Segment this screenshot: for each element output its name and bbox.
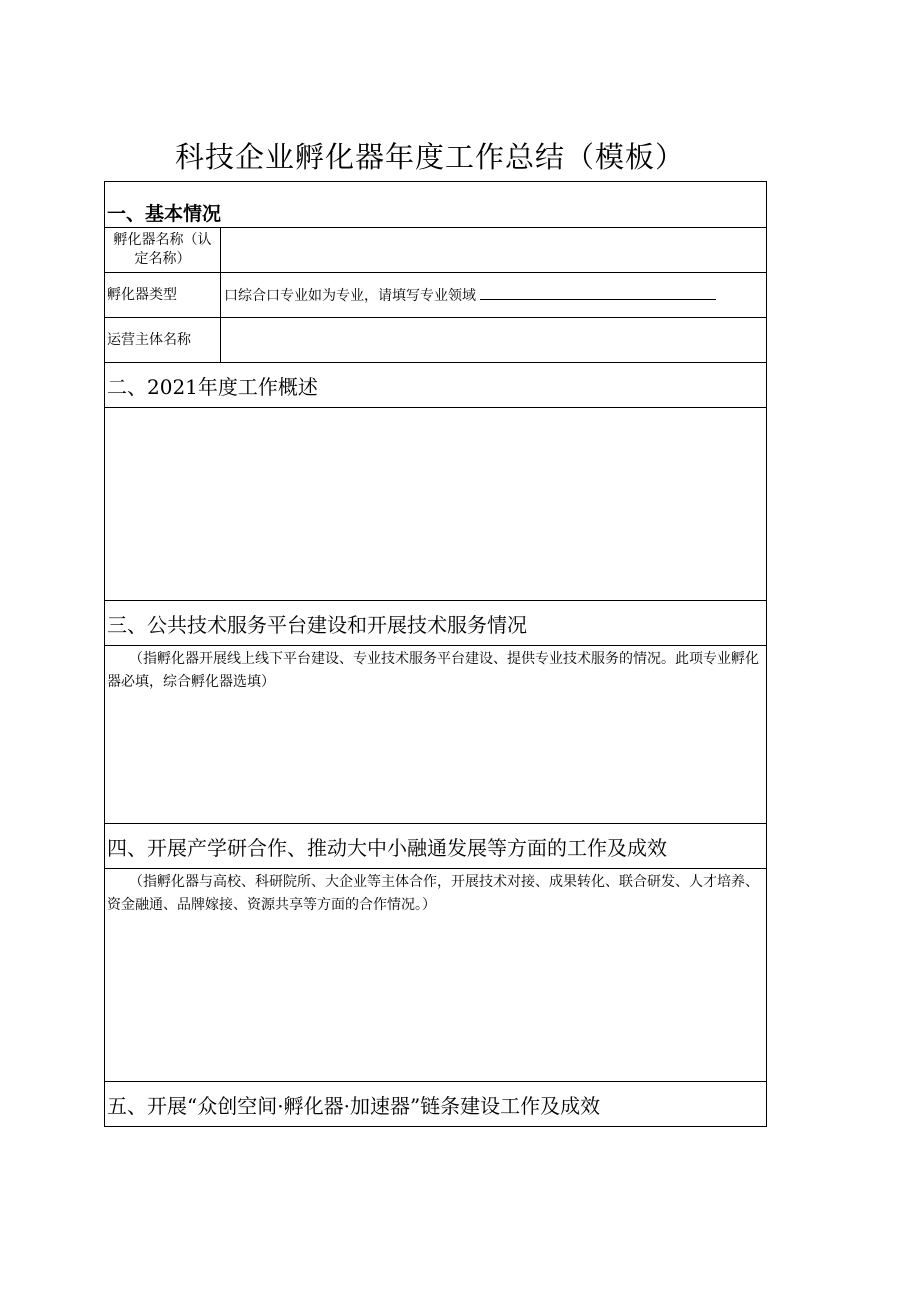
incubator-type-field[interactable]: [221, 273, 767, 318]
section-public-service-row: [105, 601, 767, 646]
cooperation-content-row: [105, 869, 767, 1082]
specialty-field-blank[interactable]: [480, 285, 716, 300]
incubator-name-label: 孵化器名称（认定名称）: [105, 228, 221, 273]
incubator-name-row: [105, 228, 767, 273]
operator-name-field[interactable]: [221, 318, 767, 363]
page-title: 科技企业孵化器年度工作总结（模板）: [174, 140, 685, 174]
summary-form-table: [104, 181, 767, 1127]
incubator-type-label: 孵化器类型: [105, 273, 221, 318]
public-service-content-row: [105, 646, 767, 824]
overview-content-row: [105, 408, 767, 601]
section-cooperation-row: [105, 824, 767, 869]
section-cooperation-heading: 四、开展产学研合作、推动大中小融通发展等方面的工作及成效: [105, 824, 767, 869]
cooperation-content-area[interactable]: （指孵化器与高校、科研院所、大企业等主体合作，开展技术对接、成果转化、联合研发、人才培养、资金融通、品牌嫁接、资源共享等方面的合作情况。）: [105, 869, 767, 1082]
section-chain-row: [105, 1082, 767, 1127]
incubator-name-field[interactable]: [221, 228, 767, 273]
section-overview-row: [105, 363, 767, 408]
overview-content-area[interactable]: [105, 408, 767, 601]
section-chain-heading: 五、开展“众创空间·孵化器·加速器”链条建设工作及成效: [105, 1082, 767, 1127]
section-overview-heading: 二、2021年度工作概述: [105, 363, 767, 408]
incubator-type-options: 口综合口专业如为专业，请填写专业领域: [224, 288, 476, 304]
section-public-service-heading: 三、公共技术服务平台建设和开展技术服务情况: [105, 601, 767, 646]
operator-name-label: 运营主体名称: [105, 318, 221, 363]
operator-name-row: [105, 318, 767, 363]
section-basic-heading: 一、基本情况: [105, 182, 767, 228]
section-basic-row: [105, 182, 767, 228]
public-service-content-area[interactable]: （指孵化器开展线上线下平台建设、专业技术服务平台建设、提供专业技术服务的情况。此项专业孵化器必填，综合孵化器选填）: [105, 646, 767, 824]
incubator-type-row: [105, 273, 767, 318]
